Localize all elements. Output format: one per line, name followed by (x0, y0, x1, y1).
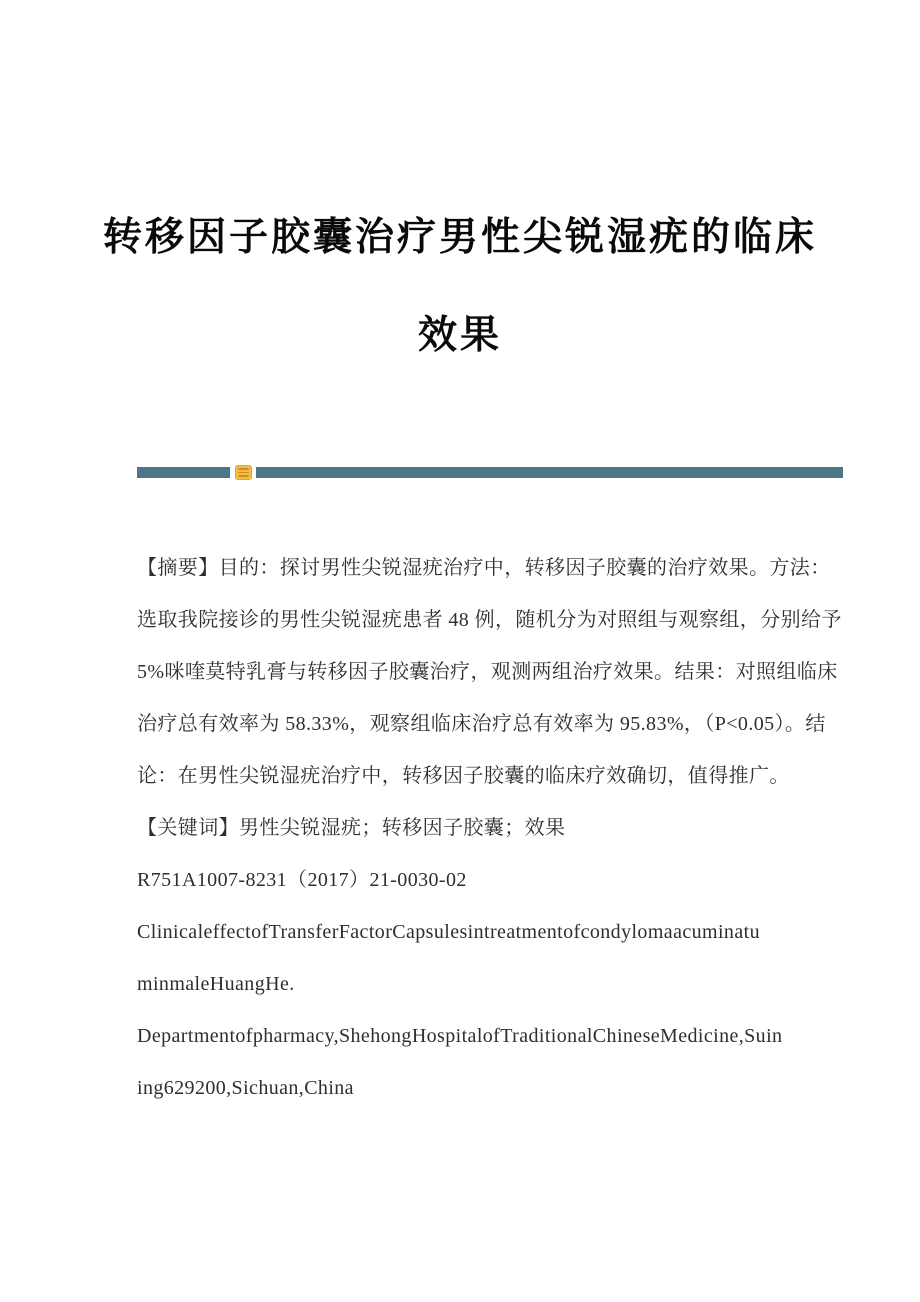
text-line-abstract-2: 选取我院接诊的男性尖锐湿疣患者 48 例，随机分为对照组与观察组，分别给予 (137, 609, 842, 631)
note-stripe (238, 475, 249, 477)
text-line-abstract-3: 5%咪喹莫特乳膏与转移因子胶囊治疗，观测两组治疗效果。结果：对照组临床 (137, 661, 838, 683)
text-line-en-title-1: ClinicaleffectofTransferFactorCapsulesintreatmentofcondylomaacuminatu (137, 921, 760, 943)
page-title-line-2: 效果 (417, 314, 502, 357)
text-line-en-title-2: minmaleHuangHe. (137, 973, 295, 995)
note-stripe (238, 468, 249, 470)
text-line-abstract-1: 【摘要】目的：探讨男性尖锐湿疣治疗中，转移因子胶囊的治疗效果。方法： (137, 557, 831, 579)
sticky-note-icon (235, 465, 252, 480)
text-line-class-code: R751A1007-8231（2017）21-0030-02 (137, 869, 467, 891)
body-text (137, 542, 842, 1114)
section-divider (137, 467, 843, 478)
text-line-abstract-5: 论：在男性尖锐湿疣治疗中，转移因子胶囊的临床疗效确切，值得推广。 (137, 765, 790, 787)
divider-icon-gap (230, 459, 256, 486)
page-title (0, 189, 920, 385)
text-line-affiliation-2: ing629200,Sichuan,China (137, 1077, 354, 1099)
text-line-keywords: 【关键词】男性尖锐湿疣；转移因子胶囊；效果 (137, 817, 566, 839)
note-stripe (238, 472, 249, 474)
text-line-affiliation-1: Departmentofpharmacy,ShehongHospitalofTraditionalChineseMedicine,Suin (137, 1025, 783, 1047)
text-line-abstract-4: 治疗总有效率为 58.33%，观察组临床治疗总有效率为 95.83%，（P<0.05）。结 (137, 713, 826, 735)
page-title-line-1: 转移因子胶囊治疗男性尖锐湿疣的临床 (102, 216, 817, 259)
